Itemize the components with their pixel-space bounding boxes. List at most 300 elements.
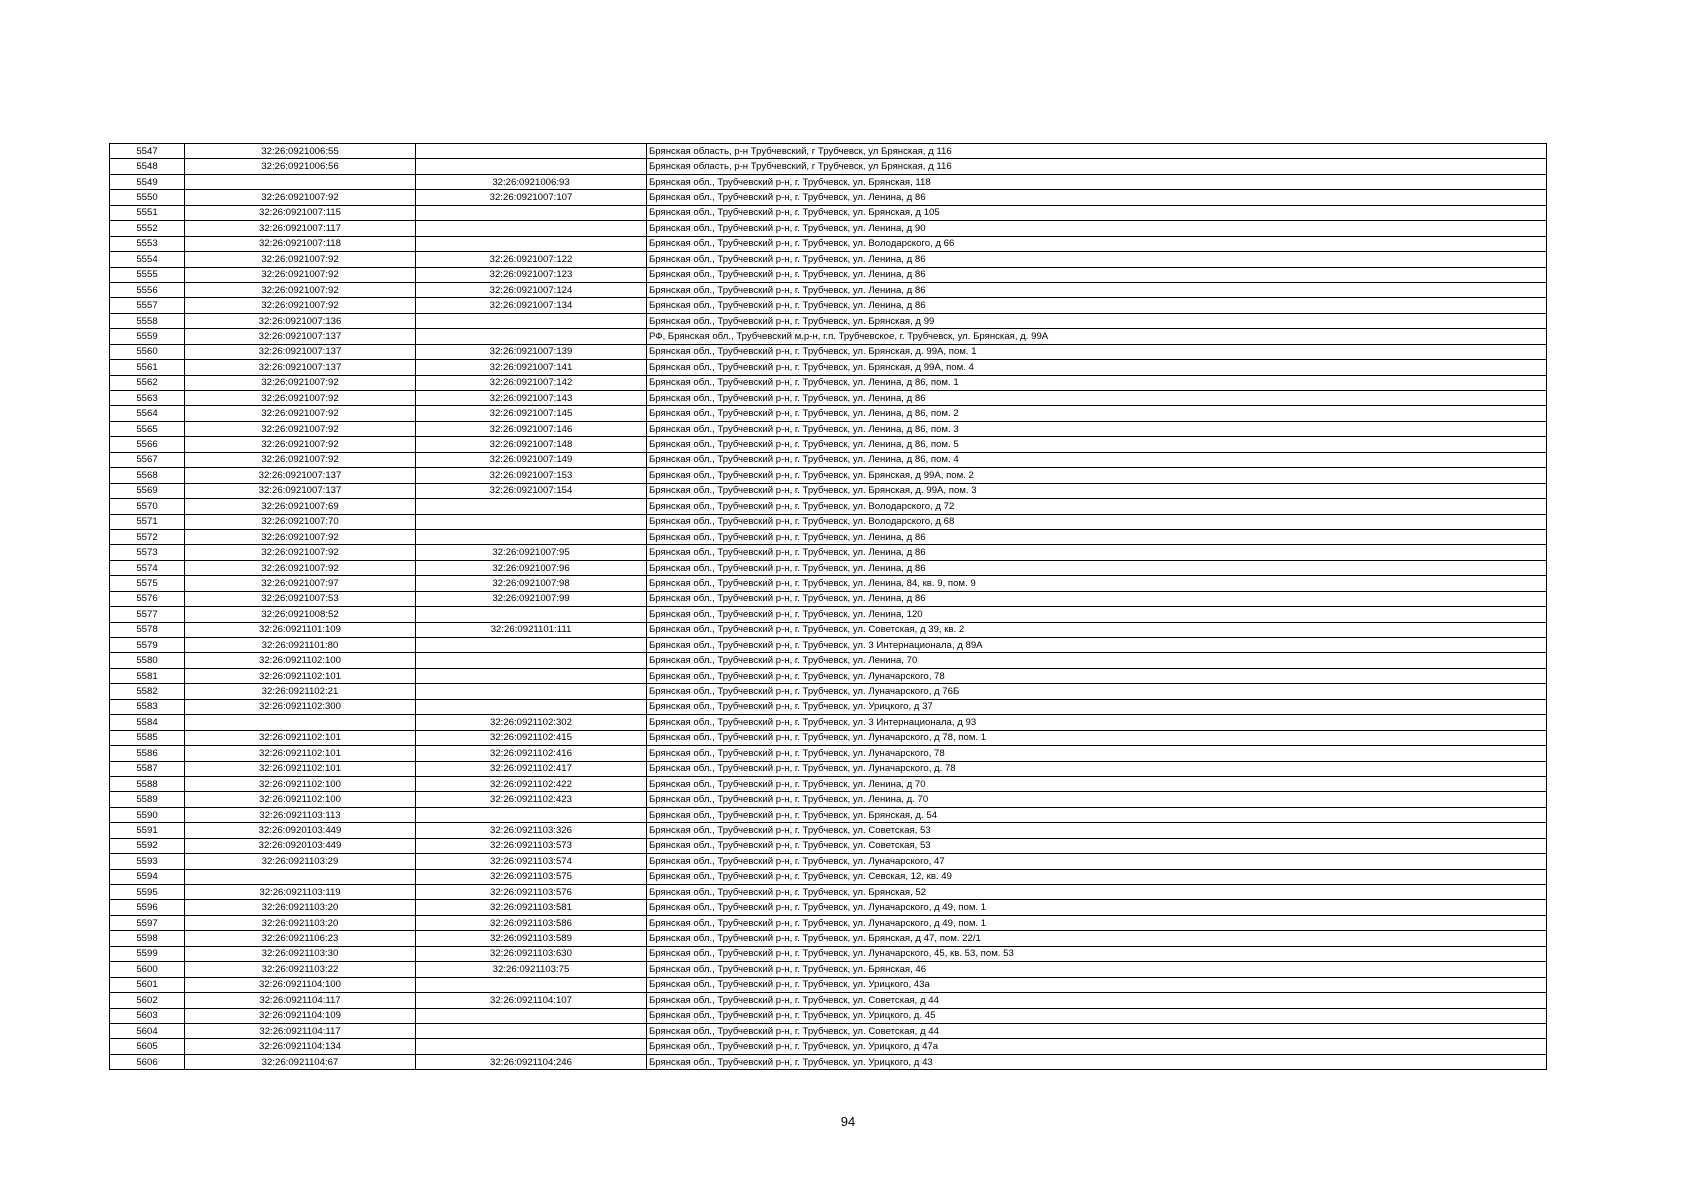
- address-cell: Брянская обл., Трубчевский р-н, г. Трубчевск, ул. Брянская, 46: [647, 962, 1547, 977]
- address-cell: Брянская обл., Трубчевский р-н, г. Трубчевск, ул. Володарского, д 66: [647, 236, 1547, 251]
- table-row: [110, 653, 1547, 668]
- cadastral-number-cell: 32:26:0921102:101: [185, 668, 416, 683]
- cadastral-number-cell: 32:26:0921102:300: [185, 699, 416, 714]
- address-cell: Брянская обл., Трубчевский р-н, г. Трубчевск, ул. Урицкого, 43а: [647, 977, 1547, 992]
- related-cadastral-number-cell: [416, 221, 647, 236]
- cadastral-number-cell: 32:26:0921102:100: [185, 792, 416, 807]
- related-cadastral-number-cell: [416, 684, 647, 699]
- related-cadastral-number-cell: [416, 977, 647, 992]
- cadastral-number-cell: 32:26:0921102:101: [185, 761, 416, 776]
- table-row: [110, 607, 1547, 622]
- table-row: [110, 560, 1547, 575]
- table-row: [110, 1023, 1547, 1038]
- cadastral-number-cell: 32:26:0921007:70: [185, 514, 416, 529]
- cadastral-number-cell: 32:26:0921104:100: [185, 977, 416, 992]
- table-row: [110, 499, 1547, 514]
- address-cell: Брянская обл., Трубчевский р-н, г. Трубчевск, ул. Володарского, д 68: [647, 514, 1547, 529]
- address-cell: Брянская обл., Трубчевский р-н, г. Трубчевск, ул. Ленина, д 86: [647, 591, 1547, 606]
- address-cell: Брянская обл., Трубчевский р-н, г. Трубчевск, ул. Луначарского, 45, кв. 53, пом. 53: [647, 946, 1547, 961]
- cadastral-number-cell: 32:26:0921007:137: [185, 483, 416, 498]
- cadastral-number-cell: [185, 174, 416, 189]
- cadastral-number-cell: 32:26:0921007:92: [185, 560, 416, 575]
- row-number-cell: 5585: [110, 730, 185, 745]
- row-number-cell: 5557: [110, 298, 185, 313]
- table-row: [110, 313, 1547, 328]
- address-cell: Брянская обл., Трубчевский р-н, г. Трубчевск, ул. Луначарского, 78: [647, 746, 1547, 761]
- row-number-cell: 5554: [110, 252, 185, 267]
- address-cell: Брянская обл., Трубчевский р-н, г. Трубчевск, ул. Брянская, 52: [647, 885, 1547, 900]
- cadastral-number-cell: 32:26:0921103:30: [185, 946, 416, 961]
- table-row: [110, 715, 1547, 730]
- related-cadastral-number-cell: 32:26:0921103:75: [416, 962, 647, 977]
- related-cadastral-number-cell: [416, 807, 647, 822]
- row-number-cell: 5550: [110, 190, 185, 205]
- row-number-cell: 5548: [110, 159, 185, 174]
- cadastral-number-cell: [185, 869, 416, 884]
- address-cell: Брянская обл., Трубчевский р-н, г. Трубчевск, ул. Ленина, д 90: [647, 221, 1547, 236]
- address-cell: Брянская обл., Трубчевский р-н, г. Трубчевск, ул. Ленина, д 86, пом. 4: [647, 452, 1547, 467]
- table-row: [110, 514, 1547, 529]
- cadastral-number-cell: 32:26:0921104:109: [185, 1008, 416, 1023]
- row-number-cell: 5549: [110, 174, 185, 189]
- row-number-cell: 5594: [110, 869, 185, 884]
- related-cadastral-number-cell: [416, 699, 647, 714]
- table-row: [110, 869, 1547, 884]
- related-cadastral-number-cell: [416, 1039, 647, 1054]
- address-cell: Брянская обл., Трубчевский р-н, г. Трубчевск, ул. Ленина, д. 70: [647, 792, 1547, 807]
- related-cadastral-number-cell: [416, 499, 647, 514]
- table-row: [110, 730, 1547, 745]
- row-number-cell: 5597: [110, 915, 185, 930]
- cadastral-number-cell: 32:26:0921007:92: [185, 391, 416, 406]
- table-row: [110, 529, 1547, 544]
- row-number-cell: 5586: [110, 746, 185, 761]
- table-row: [110, 962, 1547, 977]
- table-row: [110, 746, 1547, 761]
- table-row: [110, 638, 1547, 653]
- related-cadastral-number-cell: 32:26:0921007:124: [416, 282, 647, 297]
- cadastral-number-cell: 32:26:0921102:101: [185, 730, 416, 745]
- address-cell: Брянская обл., Трубчевский р-н, г. Трубчевск, ул. Ленина, д 86: [647, 391, 1547, 406]
- related-cadastral-number-cell: [416, 607, 647, 622]
- related-cadastral-number-cell: [416, 1008, 647, 1023]
- related-cadastral-number-cell: 32:26:0921007:98: [416, 576, 647, 591]
- row-number-cell: 5604: [110, 1023, 185, 1038]
- cadastral-number-cell: 32:26:0921007:92: [185, 529, 416, 544]
- related-cadastral-number-cell: [416, 514, 647, 529]
- cadastral-number-cell: 32:26:0921007:92: [185, 545, 416, 560]
- cadastral-number-cell: 32:26:0921007:53: [185, 591, 416, 606]
- table-row: [110, 452, 1547, 467]
- related-cadastral-number-cell: [416, 653, 647, 668]
- cadastral-number-cell: 32:26:0921007:137: [185, 344, 416, 359]
- address-cell: Брянская обл., Трубчевский р-н, г. Трубчевск, ул. Брянская, д 105: [647, 205, 1547, 220]
- row-number-cell: 5570: [110, 499, 185, 514]
- address-cell: Брянская обл., Трубчевский р-н, г. Трубчевск, ул. 3 Интернационала, д 93: [647, 715, 1547, 730]
- table-row: [110, 807, 1547, 822]
- address-cell: Брянская обл., Трубчевский р-н, г. Трубчевск, ул. Брянская, д 99А, пом. 4: [647, 360, 1547, 375]
- cadastral-number-cell: 32:26:0921104:117: [185, 1023, 416, 1038]
- row-number-cell: 5563: [110, 391, 185, 406]
- address-cell: Брянская область, р-н Трубчевский, г Трубчевск, ул Брянская, д 116: [647, 159, 1547, 174]
- related-cadastral-number-cell: 32:26:0921103:586: [416, 915, 647, 930]
- table-row: [110, 977, 1547, 992]
- table-row: [110, 900, 1547, 915]
- related-cadastral-number-cell: [416, 144, 647, 159]
- cadastral-number-cell: 32:26:0921006:56: [185, 159, 416, 174]
- related-cadastral-number-cell: 32:26:0921007:143: [416, 391, 647, 406]
- address-cell: Брянская обл., Трубчевский р-н, г. Трубчевск, ул. Брянская, д 99А, пом. 2: [647, 468, 1547, 483]
- address-cell: Брянская обл., Трубчевский р-н, г. Трубчевск, ул. Ленина, д 86: [647, 267, 1547, 282]
- related-cadastral-number-cell: 32:26:0921103:589: [416, 931, 647, 946]
- cadastral-number-cell: 32:26:0921007:92: [185, 421, 416, 436]
- related-cadastral-number-cell: [416, 529, 647, 544]
- table-row: [110, 282, 1547, 297]
- address-cell: Брянская обл., Трубчевский р-н, г. Трубчевск, ул. Ленина, д 86: [647, 252, 1547, 267]
- row-number-cell: 5590: [110, 807, 185, 822]
- table-row: [110, 252, 1547, 267]
- cadastral-number-cell: 32:26:0921104:134: [185, 1039, 416, 1054]
- cadastral-number-cell: 32:26:0920103:449: [185, 823, 416, 838]
- table-row: [110, 622, 1547, 637]
- table-row: [110, 761, 1547, 776]
- cadastral-number-cell: 32:26:0921007:115: [185, 205, 416, 220]
- cadastral-number-cell: 32:26:0921007:97: [185, 576, 416, 591]
- row-number-cell: 5578: [110, 622, 185, 637]
- table-row: [110, 483, 1547, 498]
- cadastral-number-cell: 32:26:0921006:55: [185, 144, 416, 159]
- row-number-cell: 5562: [110, 375, 185, 390]
- cadastral-number-cell: 32:26:0921102:101: [185, 746, 416, 761]
- cadastral-number-cell: 32:26:0920103:449: [185, 838, 416, 853]
- address-cell: Брянская обл., Трубчевский р-н, г. Трубчевск, ул. Луначарского, д. 78: [647, 761, 1547, 776]
- address-cell: Брянская обл., Трубчевский р-н, г. Трубчевск, ул. Луначарского, д 76Б: [647, 684, 1547, 699]
- address-cell: Брянская обл., Трубчевский р-н, г. Трубчевск, ул. Брянская, д. 99А, пом. 3: [647, 483, 1547, 498]
- row-number-cell: 5552: [110, 221, 185, 236]
- address-cell: Брянская обл., Трубчевский р-н, г. Трубчевск, ул. Брянская, 118: [647, 174, 1547, 189]
- address-cell: Брянская обл., Трубчевский р-н, г. Трубчевск, ул. Ленина, д 86: [647, 190, 1547, 205]
- related-cadastral-number-cell: 32:26:0921007:139: [416, 344, 647, 359]
- row-number-cell: 5605: [110, 1039, 185, 1054]
- address-cell: Брянская обл., Трубчевский р-н, г. Трубчевск, ул. Советская, д 39, кв. 2: [647, 622, 1547, 637]
- address-cell: Брянская обл., Трубчевский р-н, г. Трубчевск, ул. Ленина, д 86, пом. 2: [647, 406, 1547, 421]
- row-number-cell: 5592: [110, 838, 185, 853]
- row-number-cell: 5581: [110, 668, 185, 683]
- table-row: [110, 668, 1547, 683]
- row-number-cell: 5595: [110, 885, 185, 900]
- related-cadastral-number-cell: 32:26:0921007:122: [416, 252, 647, 267]
- table-row: [110, 468, 1547, 483]
- row-number-cell: 5553: [110, 236, 185, 251]
- row-number-cell: 5589: [110, 792, 185, 807]
- related-cadastral-number-cell: [416, 205, 647, 220]
- related-cadastral-number-cell: 32:26:0921007:142: [416, 375, 647, 390]
- related-cadastral-number-cell: [416, 313, 647, 328]
- registry-table-body: [110, 144, 1547, 1070]
- related-cadastral-number-cell: 32:26:0921102:423: [416, 792, 647, 807]
- related-cadastral-number-cell: 32:26:0921103:630: [416, 946, 647, 961]
- cadastral-number-cell: 32:26:0921008:52: [185, 607, 416, 622]
- cadastral-number-cell: 32:26:0921101:109: [185, 622, 416, 637]
- table-row: [110, 838, 1547, 853]
- table-row: [110, 576, 1547, 591]
- table-row: [110, 823, 1547, 838]
- row-number-cell: 5599: [110, 946, 185, 961]
- row-number-cell: 5579: [110, 638, 185, 653]
- row-number-cell: 5577: [110, 607, 185, 622]
- address-cell: Брянская обл., Трубчевский р-н, г. Трубчевск, ул. Ленина, д 86, пом. 1: [647, 375, 1547, 390]
- row-number-cell: 5547: [110, 144, 185, 159]
- table-row: [110, 885, 1547, 900]
- table-row: [110, 993, 1547, 1008]
- related-cadastral-number-cell: 32:26:0921007:148: [416, 437, 647, 452]
- related-cadastral-number-cell: 32:26:0921102:302: [416, 715, 647, 730]
- related-cadastral-number-cell: 32:26:0921007:134: [416, 298, 647, 313]
- address-cell: Брянская обл., Трубчевский р-н, г. Трубчевск, ул. Ленина, д 70: [647, 776, 1547, 791]
- row-number-cell: 5573: [110, 545, 185, 560]
- address-cell: Брянская обл., Трубчевский р-н, г. Трубчевск, ул. Луначарского, д 78, пом. 1: [647, 730, 1547, 745]
- address-cell: Брянская обл., Трубчевский р-н, г. Трубчевск, ул. Урицкого, д 47а: [647, 1039, 1547, 1054]
- related-cadastral-number-cell: 32:26:0921007:141: [416, 360, 647, 375]
- address-cell: Брянская обл., Трубчевский р-н, г. Трубчевск, ул. Ленина, 70: [647, 653, 1547, 668]
- table-row: [110, 360, 1547, 375]
- row-number-cell: 5580: [110, 653, 185, 668]
- related-cadastral-number-cell: 32:26:0921103:326: [416, 823, 647, 838]
- cadastral-number-cell: 32:26:0921103:20: [185, 900, 416, 915]
- table-row: [110, 406, 1547, 421]
- related-cadastral-number-cell: 32:26:0921007:146: [416, 421, 647, 436]
- row-number-cell: 5572: [110, 529, 185, 544]
- row-number-cell: 5565: [110, 421, 185, 436]
- cadastral-number-cell: 32:26:0921007:92: [185, 190, 416, 205]
- cadastral-number-cell: 32:26:0921102:21: [185, 684, 416, 699]
- address-cell: РФ, Брянская обл., Трубчевский м.р-н, г.п. Трубчевское, г. Трубчевск, ул. Брянская, д. 99А: [647, 329, 1547, 344]
- row-number-cell: 5596: [110, 900, 185, 915]
- related-cadastral-number-cell: 32:26:0921104:107: [416, 993, 647, 1008]
- table-row: [110, 205, 1547, 220]
- related-cadastral-number-cell: 32:26:0921102:416: [416, 746, 647, 761]
- table-row: [110, 545, 1547, 560]
- cadastral-number-cell: 32:26:0921101:80: [185, 638, 416, 653]
- related-cadastral-number-cell: 32:26:0921101:111: [416, 622, 647, 637]
- cadastral-number-cell: 32:26:0921007:92: [185, 252, 416, 267]
- related-cadastral-number-cell: 32:26:0921103:576: [416, 885, 647, 900]
- cadastral-number-cell: 32:26:0921007:137: [185, 360, 416, 375]
- row-number-cell: 5593: [110, 854, 185, 869]
- table-row: [110, 298, 1547, 313]
- table-row: [110, 267, 1547, 282]
- cadastral-number-cell: 32:26:0921103:113: [185, 807, 416, 822]
- related-cadastral-number-cell: 32:26:0921102:415: [416, 730, 647, 745]
- row-number-cell: 5559: [110, 329, 185, 344]
- address-cell: Брянская обл., Трубчевский р-н, г. Трубчевск, ул. Брянская, д 99: [647, 313, 1547, 328]
- related-cadastral-number-cell: 32:26:0921007:153: [416, 468, 647, 483]
- table-row: [110, 699, 1547, 714]
- address-cell: Брянская обл., Трубчевский р-н, г. Трубчевск, ул. Ленина, д 86: [647, 545, 1547, 560]
- address-cell: Брянская обл., Трубчевский р-н, г. Трубчевск, ул. Ленина, 84, кв. 9, пом. 9: [647, 576, 1547, 591]
- cadastral-number-cell: [185, 715, 416, 730]
- cadastral-number-cell: 32:26:0921007:92: [185, 406, 416, 421]
- row-number-cell: 5575: [110, 576, 185, 591]
- row-number-cell: 5560: [110, 344, 185, 359]
- row-number-cell: 5576: [110, 591, 185, 606]
- row-number-cell: 5551: [110, 205, 185, 220]
- row-number-cell: 5569: [110, 483, 185, 498]
- cadastral-number-cell: 32:26:0921007:137: [185, 329, 416, 344]
- address-cell: Брянская обл., Трубчевский р-н, г. Трубчевск, ул. Советская, д 44: [647, 993, 1547, 1008]
- address-cell: Брянская обл., Трубчевский р-н, г. Трубчевск, ул. Ленина, д 86: [647, 298, 1547, 313]
- table-row: [110, 854, 1547, 869]
- cadastral-number-cell: 32:26:0921007:137: [185, 468, 416, 483]
- table-row: [110, 1054, 1547, 1069]
- address-cell: Брянская обл., Трубчевский р-н, г. Трубчевск, ул. Севская, 12, кв. 49: [647, 869, 1547, 884]
- related-cadastral-number-cell: [416, 329, 647, 344]
- row-number-cell: 5574: [110, 560, 185, 575]
- address-cell: Брянская обл., Трубчевский р-н, г. Трубчевск, ул. 3 Интернационала, д 89А: [647, 638, 1547, 653]
- row-number-cell: 5601: [110, 977, 185, 992]
- cadastral-number-cell: 32:26:0921007:69: [185, 499, 416, 514]
- address-cell: Брянская обл., Трубчевский р-н, г. Трубчевск, ул. Луначарского, д 49, пом. 1: [647, 915, 1547, 930]
- row-number-cell: 5567: [110, 452, 185, 467]
- row-number-cell: 5587: [110, 761, 185, 776]
- table-row: [110, 174, 1547, 189]
- address-cell: Брянская обл., Трубчевский р-н, г. Трубчевск, ул. Ленина, 120: [647, 607, 1547, 622]
- row-number-cell: 5564: [110, 406, 185, 421]
- related-cadastral-number-cell: 32:26:0921007:123: [416, 267, 647, 282]
- related-cadastral-number-cell: 32:26:0921007:95: [416, 545, 647, 560]
- related-cadastral-number-cell: 32:26:0921007:99: [416, 591, 647, 606]
- address-cell: Брянская обл., Трубчевский р-н, г. Трубчевск, ул. Ленина, д 86: [647, 529, 1547, 544]
- row-number-cell: 5556: [110, 282, 185, 297]
- table-row: [110, 344, 1547, 359]
- row-number-cell: 5603: [110, 1008, 185, 1023]
- address-cell: Брянская обл., Трубчевский р-н, г. Трубчевск, ул. Брянская, д 47, пом. 22/1: [647, 931, 1547, 946]
- cadastral-number-cell: 32:26:0921007:92: [185, 267, 416, 282]
- row-number-cell: 5568: [110, 468, 185, 483]
- cadastral-number-cell: 32:26:0921007:92: [185, 282, 416, 297]
- table-row: [110, 221, 1547, 236]
- related-cadastral-number-cell: [416, 668, 647, 683]
- address-cell: Брянская обл., Трубчевский р-н, г. Трубчевск, ул. Володарского, д 72: [647, 499, 1547, 514]
- table-row: [110, 421, 1547, 436]
- related-cadastral-number-cell: 32:26:0921007:96: [416, 560, 647, 575]
- registry-table: [109, 143, 1547, 1070]
- table-row: [110, 591, 1547, 606]
- related-cadastral-number-cell: 32:26:0921104:246: [416, 1054, 647, 1069]
- row-number-cell: 5584: [110, 715, 185, 730]
- row-number-cell: 5566: [110, 437, 185, 452]
- cadastral-number-cell: 32:26:0921007:117: [185, 221, 416, 236]
- cadastral-number-cell: 32:26:0921007:92: [185, 452, 416, 467]
- table-row: [110, 776, 1547, 791]
- table-row: [110, 1008, 1547, 1023]
- table-row: [110, 190, 1547, 205]
- table-row: [110, 792, 1547, 807]
- cadastral-number-cell: 32:26:0921102:100: [185, 776, 416, 791]
- row-number-cell: 5600: [110, 962, 185, 977]
- row-number-cell: 5606: [110, 1054, 185, 1069]
- row-number-cell: 5561: [110, 360, 185, 375]
- address-cell: Брянская обл., Трубчевский р-н, г. Трубчевск, ул. Луначарского, д 49, пом. 1: [647, 900, 1547, 915]
- address-cell: Брянская обл., Трубчевский р-н, г. Трубчевск, ул. Ленина, д 86: [647, 560, 1547, 575]
- related-cadastral-number-cell: 32:26:0921007:107: [416, 190, 647, 205]
- table-row: [110, 684, 1547, 699]
- row-number-cell: 5555: [110, 267, 185, 282]
- cadastral-number-cell: 32:26:0921102:100: [185, 653, 416, 668]
- table-row: [110, 375, 1547, 390]
- address-cell: Брянская обл., Трубчевский р-н, г. Трубчевск, ул. Луначарского, 47: [647, 854, 1547, 869]
- row-number-cell: 5591: [110, 823, 185, 838]
- table-row: [110, 329, 1547, 344]
- related-cadastral-number-cell: 32:26:0921006:93: [416, 174, 647, 189]
- address-cell: Брянская обл., Трубчевский р-н, г. Трубчевск, ул. Урицкого, д 37: [647, 699, 1547, 714]
- table-row: [110, 1039, 1547, 1054]
- row-number-cell: 5582: [110, 684, 185, 699]
- row-number-cell: 5602: [110, 993, 185, 1008]
- related-cadastral-number-cell: [416, 159, 647, 174]
- related-cadastral-number-cell: 32:26:0921103:581: [416, 900, 647, 915]
- table-row: [110, 159, 1547, 174]
- cadastral-number-cell: 32:26:0921103:29: [185, 854, 416, 869]
- related-cadastral-number-cell: 32:26:0921103:573: [416, 838, 647, 853]
- table-row: [110, 915, 1547, 930]
- address-cell: Брянская обл., Трубчевский р-н, г. Трубчевск, ул. Урицкого, д. 45: [647, 1008, 1547, 1023]
- address-cell: Брянская обл., Трубчевский р-н, г. Трубчевск, ул. Урицкого, д 43: [647, 1054, 1547, 1069]
- cadastral-number-cell: 32:26:0921007:92: [185, 298, 416, 313]
- cadastral-number-cell: 32:26:0921007:92: [185, 437, 416, 452]
- row-number-cell: 5588: [110, 776, 185, 791]
- row-number-cell: 5571: [110, 514, 185, 529]
- page-number: 94: [840, 1114, 856, 1129]
- cadastral-number-cell: 32:26:0921103:20: [185, 915, 416, 930]
- cadastral-number-cell: 32:26:0921103:119: [185, 885, 416, 900]
- related-cadastral-number-cell: 32:26:0921102:422: [416, 776, 647, 791]
- address-cell: Брянская обл., Трубчевский р-н, г. Трубчевск, ул. Ленина, д 86, пом. 3: [647, 421, 1547, 436]
- related-cadastral-number-cell: [416, 638, 647, 653]
- address-cell: Брянская обл., Трубчевский р-н, г. Трубчевск, ул. Советская, 53: [647, 838, 1547, 853]
- related-cadastral-number-cell: 32:26:0921102:417: [416, 761, 647, 776]
- related-cadastral-number-cell: 32:26:0921007:145: [416, 406, 647, 421]
- related-cadastral-number-cell: 32:26:0921007:149: [416, 452, 647, 467]
- address-cell: Брянская обл., Трубчевский р-н, г. Трубчевск, ул. Брянская, д. 99А, пом. 1: [647, 344, 1547, 359]
- related-cadastral-number-cell: [416, 236, 647, 251]
- address-cell: Брянская область, р-н Трубчевский, г Трубчевск, ул Брянская, д 116: [647, 144, 1547, 159]
- cadastral-number-cell: 32:26:0921106:23: [185, 931, 416, 946]
- row-number-cell: 5598: [110, 931, 185, 946]
- table-row: [110, 144, 1547, 159]
- table-row: [110, 946, 1547, 961]
- table-row: [110, 931, 1547, 946]
- address-cell: Брянская обл., Трубчевский р-н, г. Трубчевск, ул. Советская, д 44: [647, 1023, 1547, 1038]
- address-cell: Брянская обл., Трубчевский р-н, г. Трубчевск, ул. Брянская, д. 54: [647, 807, 1547, 822]
- cadastral-number-cell: 32:26:0921103:22: [185, 962, 416, 977]
- cadastral-number-cell: 32:26:0921007:136: [185, 313, 416, 328]
- related-cadastral-number-cell: 32:26:0921007:154: [416, 483, 647, 498]
- row-number-cell: 5583: [110, 699, 185, 714]
- cadastral-number-cell: 32:26:0921104:67: [185, 1054, 416, 1069]
- related-cadastral-number-cell: 32:26:0921103:575: [416, 869, 647, 884]
- cadastral-number-cell: 32:26:0921007:92: [185, 375, 416, 390]
- table-row: [110, 391, 1547, 406]
- cadastral-number-cell: 32:26:0921104:117: [185, 993, 416, 1008]
- cadastral-number-cell: 32:26:0921007:118: [185, 236, 416, 251]
- address-cell: Брянская обл., Трубчевский р-н, г. Трубчевск, ул. Ленина, д 86, пом. 5: [647, 437, 1547, 452]
- table-row: [110, 437, 1547, 452]
- address-cell: Брянская обл., Трубчевский р-н, г. Трубчевск, ул. Ленина, д 86: [647, 282, 1547, 297]
- related-cadastral-number-cell: 32:26:0921103:574: [416, 854, 647, 869]
- row-number-cell: 5558: [110, 313, 185, 328]
- table-row: [110, 236, 1547, 251]
